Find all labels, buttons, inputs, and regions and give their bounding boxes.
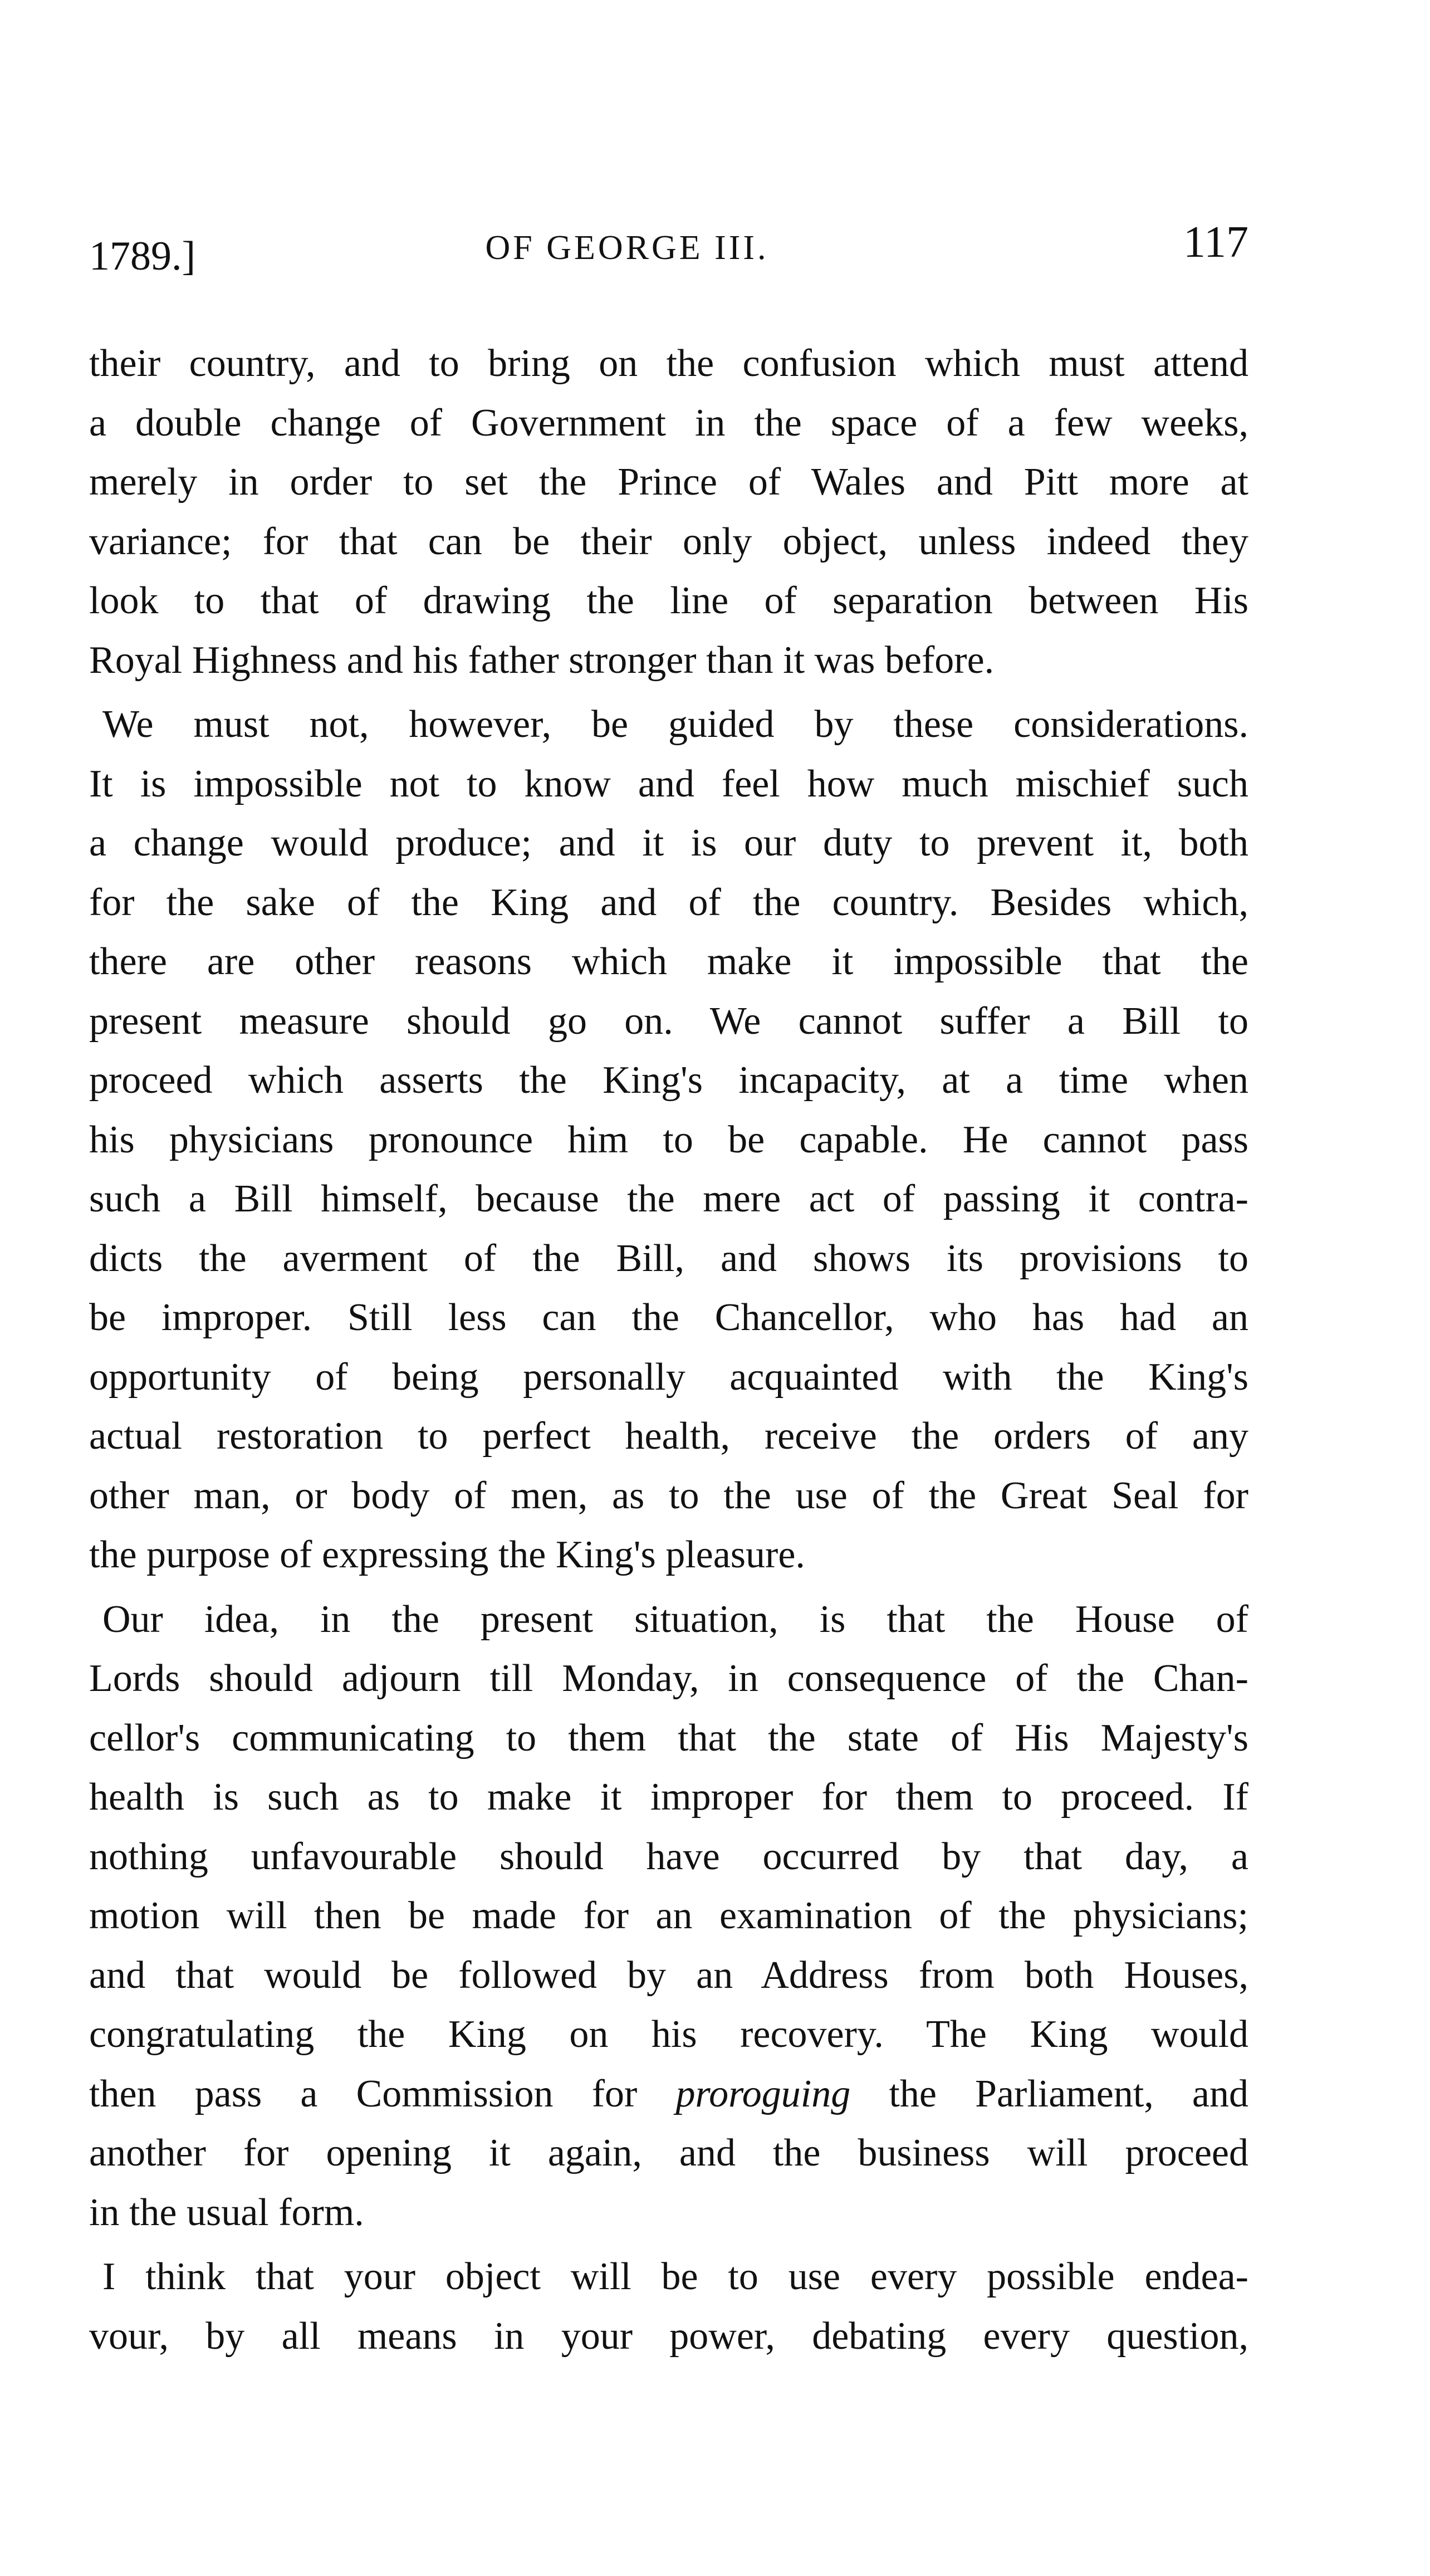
text-line: the purpose of expressing the King's pleasure. [89, 1533, 805, 1576]
text-line: then pass a Commission for proroguing the Parliament, and [89, 2072, 1248, 2115]
text-line: a change would produce; and it is our duty to prevent it, both [89, 822, 1248, 864]
text-line: his physicians pronounce him to be capable. He cannot pass [89, 1118, 1248, 1161]
text-line: health is such as to make it improper for them to proceed. If [89, 1776, 1248, 1819]
text-line: Royal Highness and his father stronger than it was before. [89, 638, 995, 682]
text-line: there are other reasons which make it impossible that the [89, 940, 1248, 983]
text-line: I think that your object will be to use every possible endea- [102, 2255, 1248, 2298]
text-line: another for opening it again, and the business will proceed [89, 2132, 1248, 2174]
text-line: vour, by all means in your power, debating every question, [89, 2314, 1248, 2358]
text-line: opportunity of being personally acquainted with the King's [89, 1355, 1248, 1399]
text-line: and that would be followed by an Address from both Houses, [89, 1953, 1248, 1997]
italic-word: proroguing [675, 2072, 851, 2115]
text-line: such a Bill himself, because the mere act of passing it contra- [89, 1177, 1248, 1220]
text-line: cellor's communicating to them that the state of His Majesty's [89, 1716, 1248, 1759]
text-line: other man, or body of men, as to the use of the Great Seal for [89, 1474, 1248, 1517]
text-line: variance; for that can be their only object, unless indeed they [89, 520, 1248, 563]
paragraph [89, 695, 1248, 1585]
text-line: nothing unfavourable should have occurred by that day, a [89, 1835, 1248, 1878]
text-line: merely in order to set the Prince of Wales and Pitt more at [89, 461, 1248, 504]
page-number: 117 [1183, 218, 1248, 267]
text-line: proceed which asserts the King's incapacity, at a time when [89, 1059, 1248, 1102]
text-line: Lords should adjourn till Monday, in consequence of the Chan- [89, 1657, 1248, 1700]
paragraph [89, 2247, 1248, 2366]
header-year: 1789.] [89, 233, 196, 279]
running-title: OF GEORGE III. [485, 229, 769, 267]
text-line: look to that of drawing the line of separation between His [89, 579, 1248, 622]
text-line: Our idea, in the present situation, is that the House of [102, 1597, 1248, 1641]
text-line: dicts the averment of the Bill, and shows its provisions to [89, 1236, 1248, 1280]
text-line: congratulating the King on his recovery. The King would [89, 2013, 1248, 2056]
paragraph [89, 334, 1248, 690]
running-header [89, 218, 1248, 290]
text-line: actual restoration to perfect health, receive the orders of any [89, 1415, 1248, 1458]
text-line: be improper. Still less can the Chancellor, who has had an [89, 1296, 1248, 1339]
text-line: We must not, however, be guided by these considerations. [102, 703, 1248, 746]
text-line: their country, and to bring on the confusion which must attend [89, 342, 1248, 385]
text-line: It is impossible not to know and feel how much mischief such [89, 762, 1248, 805]
text-line: motion will then be made for an examination of the physicians; [89, 1894, 1248, 1937]
body-text [89, 334, 1248, 2371]
text-line: a double change of Government in the space of a few weeks, [89, 401, 1248, 444]
text-line: for the sake of the King and of the country. Besides which, [89, 881, 1248, 924]
text-line: in the usual form. [89, 2191, 364, 2234]
paragraph [89, 1590, 1248, 2243]
text-line: present measure should go on. We cannot suffer a Bill to [89, 999, 1248, 1043]
